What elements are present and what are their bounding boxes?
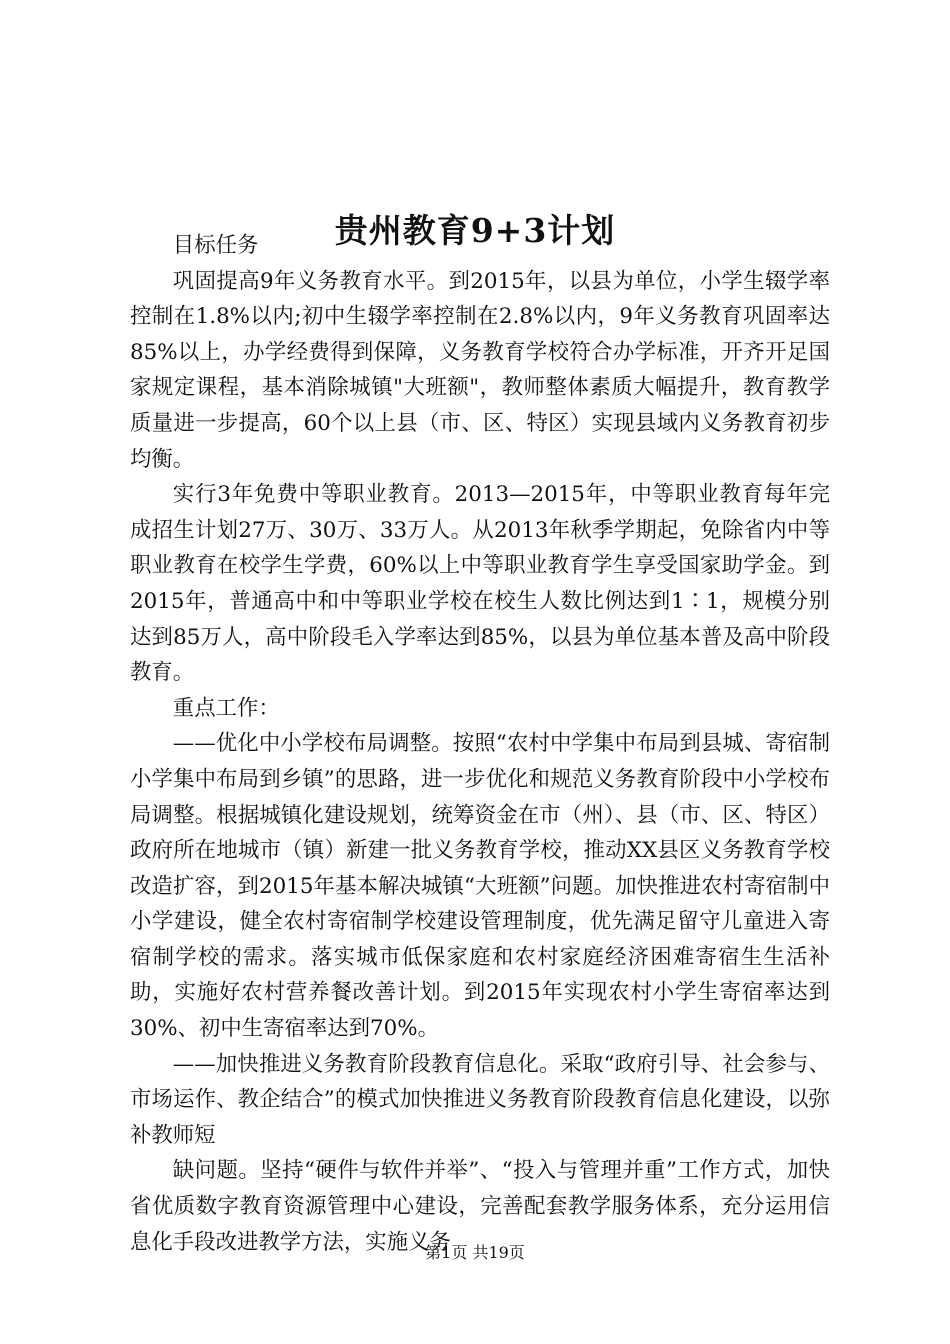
paragraph-school-layout: ——优化中小学校布局调整。按照“农村中学集中布局到县城、寄宿制小学集中布局到乡镇”的思路，进一步优化和规范义务教育阶段中小学校布局调整。根据城镇化建设规划，统筹资金在市（州）、县（市、区、特区）政府所在地城市（镇）新建一批义务教育学校，推动XX县区义务教育学校改造扩容，到2015年基本解决城镇“大班额”问题。加快推进农村寄宿制中小学建设，健全农村寄宿制学校建设管理制度，优先满足留守儿童进入寄宿制学校的需求。落实城市低保家庭和农村家庭经济困难寄宿生生活补助，实施好农村营养餐改善计划。到2015年实现农村小学生寄宿率达到30%、初中生寄宿率达到70%。	[130, 731, 830, 1042]
paragraph-digital-resources: 缺问题。坚持“硬件与软件并举”、“投入与管理并重”工作方式，加快省优质数字教育资源管理中心建设，完善配套教学服务体系，充分运用信息化手段改进教学方法，实施义务	[130, 1158, 830, 1255]
section-heading-goals: 目标任务	[172, 233, 259, 258]
document-title: 贵州教育9+3计划	[334, 211, 616, 251]
paragraph-informatization: ——加快推进义务教育阶段教育信息化。采取“政府引导、社会参与、市场运作、教企结合”的模式加快推进义务教育阶段教育信息化建设，以弥补教师短	[130, 1051, 830, 1148]
document-body	[130, 228, 830, 1260]
paragraph-compulsory-education: 巩固提高9年义务教育水平。到2015年，以县为单位，小学生辍学率控制在1.8%以内;初中生辍学率控制在2.8%以内，9年义务教育巩固率达85%以上，办学经费得到保障，义务教育学校符合办学标准，开齐开足国家规定课程，基本消除城镇"大班额"，教师整体素质大幅提升，教育教学质量进一步提高，60个以上县（市、区、特区）实现县域内义务教育初步均衡。	[130, 268, 830, 472]
paragraph-vocational-education: 实行3年免费中等职业教育。2013—2015年，中等职业教育每年完成招生计划27万、30万、33万人。从2013年秋季学期起，免除省内中等职业教育在校学生学费，60%以上中等职业教育学生享受国家助学金。到2015年，普通高中和中等职业学校在校生人数比例达到1∶1，规模分别达到85万人，高中阶段毛入学率达到85%，以县为单位基本普及高中阶段教育。	[130, 482, 830, 686]
page-number-footer: 第1页 共19页	[425, 1243, 525, 1262]
section-heading-key-work: 重点工作：	[172, 695, 280, 721]
